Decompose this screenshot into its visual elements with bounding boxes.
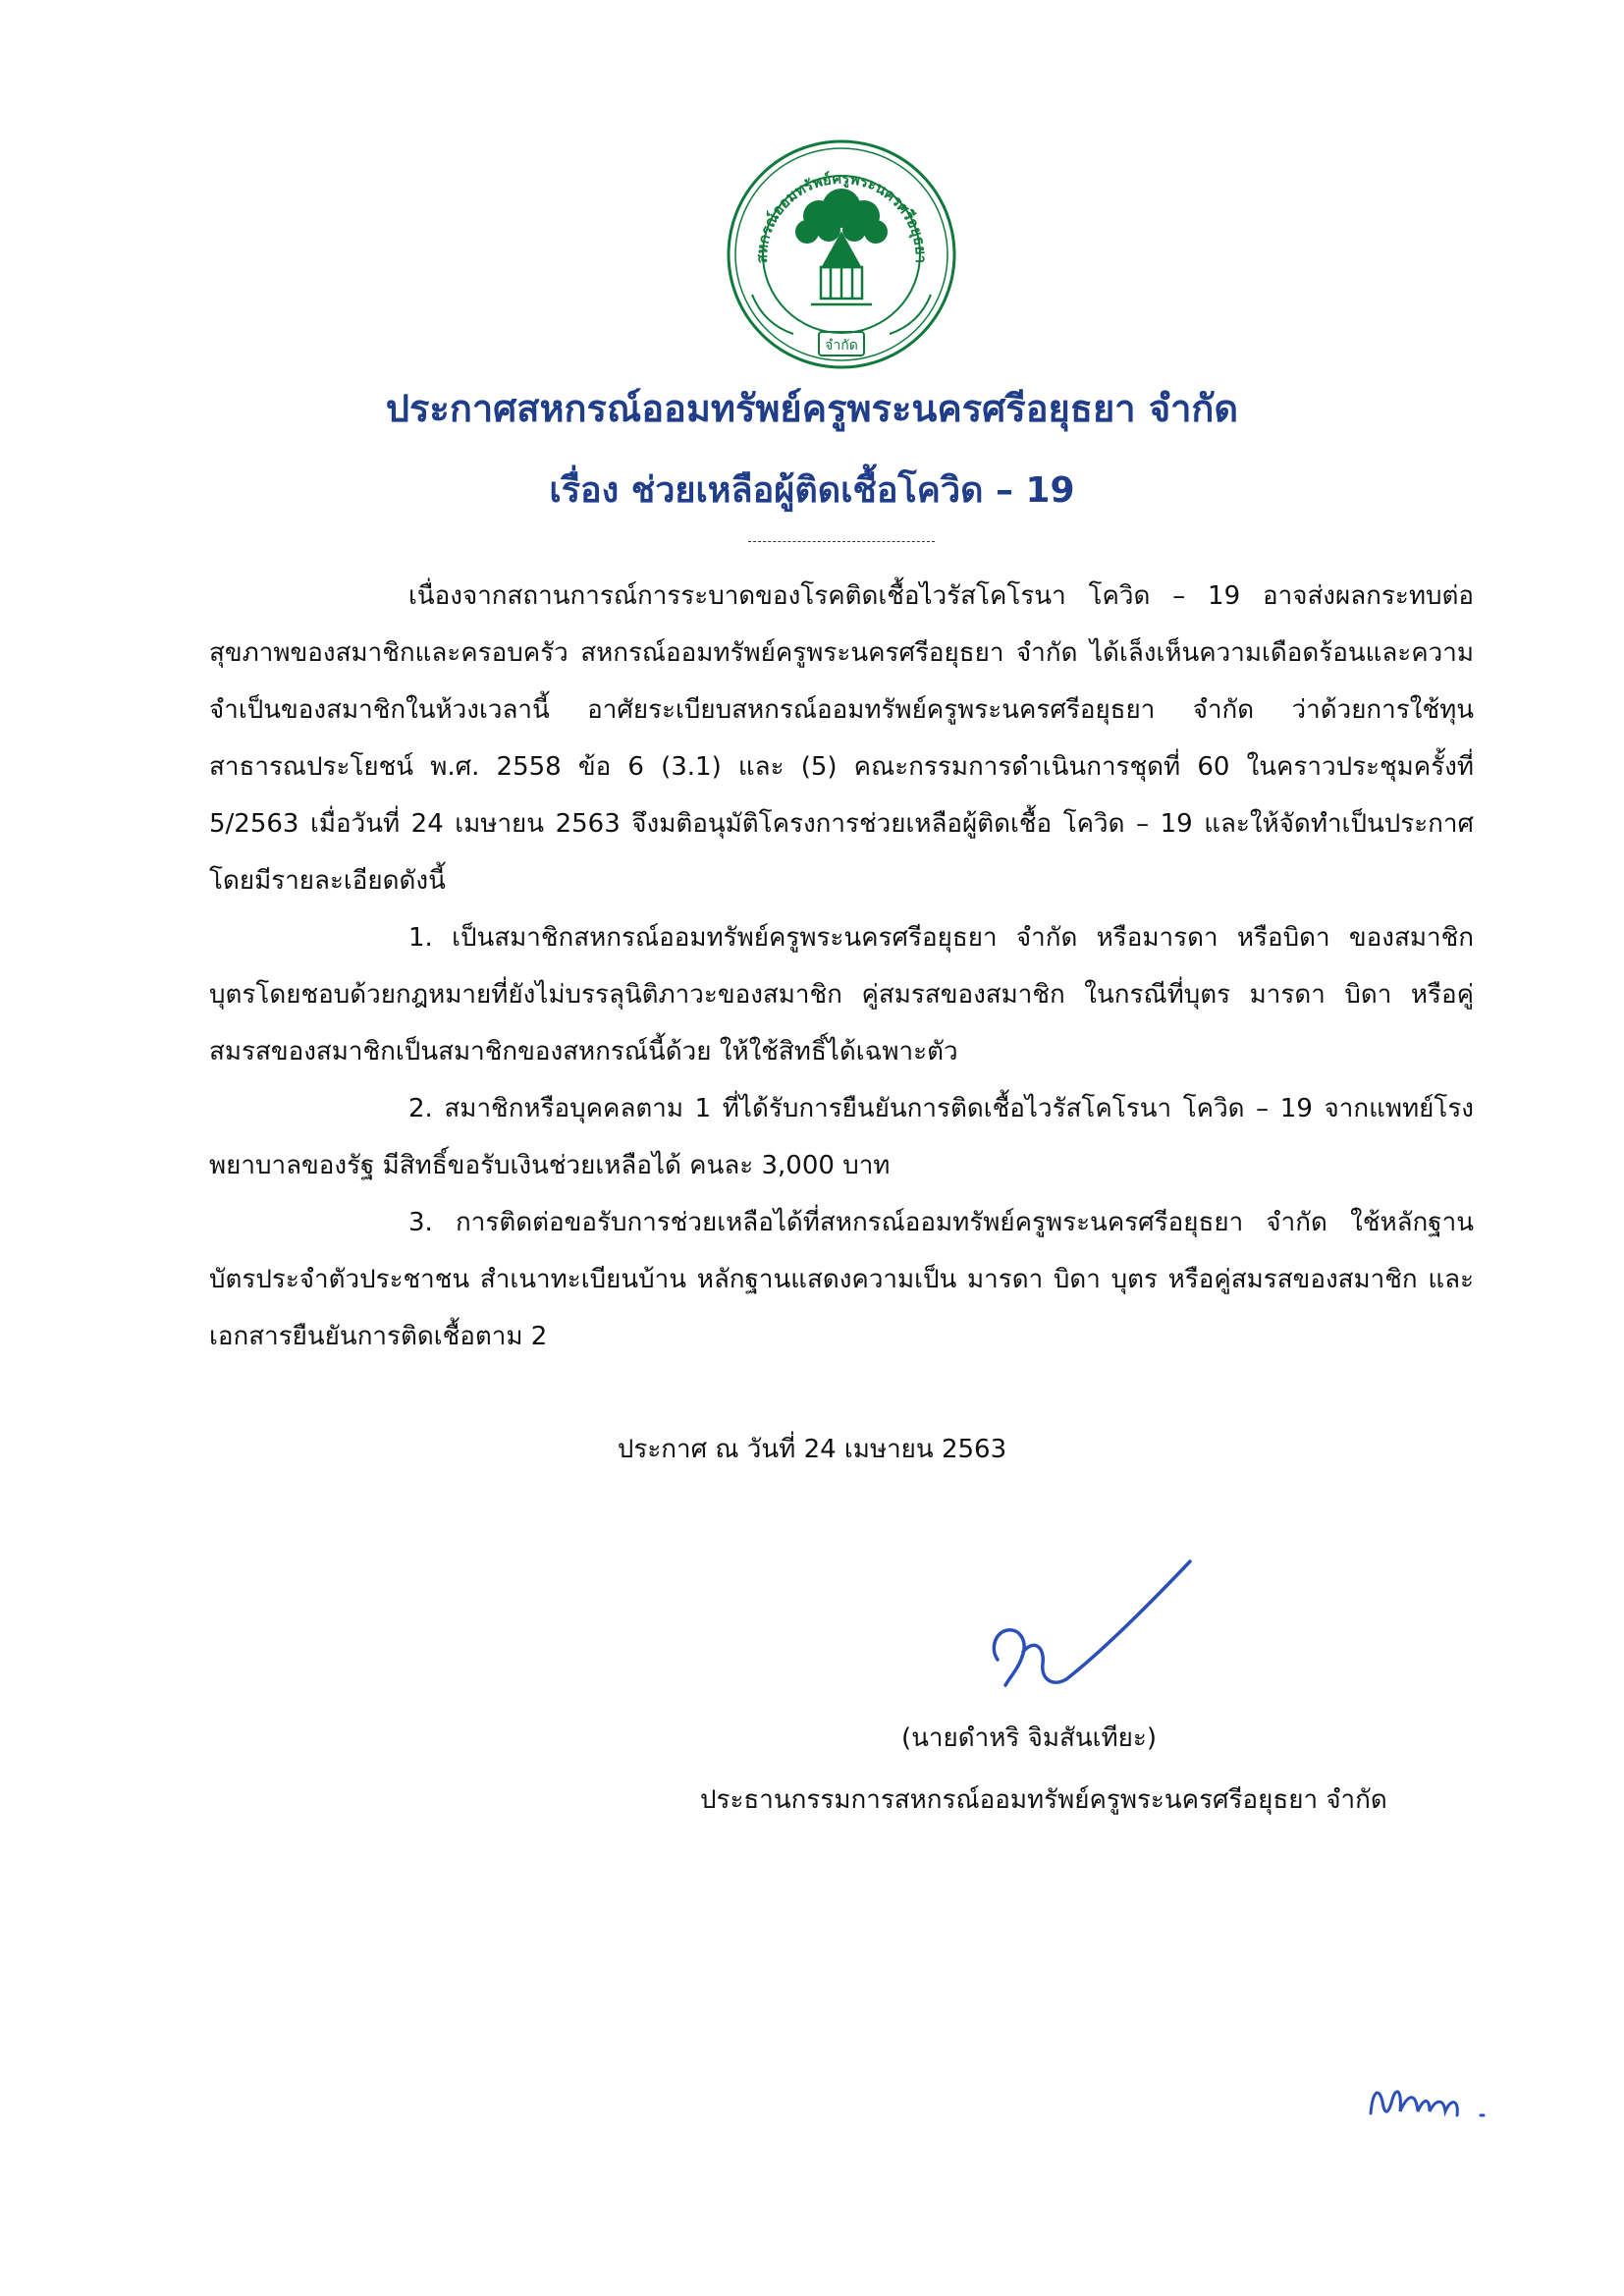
- signer-name: (นายดำหริ จิมสันเทียะ): [901, 1723, 1157, 1753]
- announcement-body: [209, 568, 1474, 1365]
- announcement-date: ประกาศ ณ วันที่ 24 เมษายน 2563: [617, 1435, 1007, 1464]
- list-item: 3. การติดต่อขอรับการช่วยเหลือได้ที่สหกรณ์ออมทรัพย์ครูพระนครศรีอยุธยา จำกัด ใช้หลักฐานบัตรประจำตัวประชาชน สำเนาทะเบียนบ้าน หลักฐานแสดงความเป็น มารดา บิดา บุตร หรือคู่สมรสของสมาชิก และเอกสารยืนยันการติดเชื้อตาม 2: [209, 1208, 1474, 1351]
- signer-position: ประธานกรรมการสหกรณ์ออมทรัพย์ครูพระนครศรีอยุธยา จำกัด: [700, 1785, 1387, 1815]
- list-item: 2. สมาชิกหรือบุคคลตาม 1 ที่ได้รับการยืนยันการติดเชื้อไวรัสโคโรนา โควิด – 19 จากแพทย์โรงพยาบาลของรัฐ มีสิทธิ์ขอรับเงินช่วยเหลือได้ คนละ 3,000 บาท: [209, 1094, 1474, 1180]
- document-title: ประกาศสหกรณ์ออมทรัพย์ครูพระนครศรีอยุธยา จำกัด: [385, 387, 1239, 430]
- title-divider: [748, 541, 935, 542]
- document-subject: เรื่อง ช่วยเหลือผู้ติดเชื้อโควิด – 19: [549, 470, 1075, 511]
- seal-ring-text: สหกรณ์ออมทรัพย์ครูพระนครศรีอยุธยา: [752, 169, 931, 264]
- seal-bottom-text: จำกัด: [825, 338, 858, 354]
- list-item: 1. เป็นสมาชิกสหกรณ์ออมทรัพย์ครูพระนครศรีอยุธยา จำกัด หรือมารดา หรือบิดา ของสมาชิก บุตรโดยชอบด้วยกฎหมายที่ยังไม่บรรลุนิติภาวะของสมาชิก คู่สมรสของสมาชิก ในกรณีที่บุตร มารดา บิดา หรือคู่สมรสของสมาชิกเป็นสมาชิกของสหกรณ์นี้ด้วย ให้ใช้สิทธิ์ได้เฉพาะตัว: [209, 923, 1474, 1066]
- intro-paragraph: เนื่องจากสถานการณ์การระบาดของโรคติดเชื้อไวรัสโคโรนา โควิด – 19 อาจส่งผลกระทบต่อสุขภาพของสมาชิกและครอบครัว สหกรณ์ออมทรัพย์ครูพระนครศรีอยุธยา จำกัด ได้เล็งเห็นความเดือดร้อนและความจำเป็นของสมาชิกในห้วงเวลานี้ อาศัยระเบียบสหกรณ์ออมทรัพย์ครูพระนครศรีอยุธยา จำกัด ว่าด้วยการใช้ทุนสาธารณประโยชน์ พ.ศ. 2558 ข้อ 6 (3.1) และ (5) คณะกรรมการดำเนินการชุดที่ 60 ในคราวประชุมครั้งที่ 5/2563 เมื่อวันที่ 24 เมษายน 2563 จึงมติอนุมัติโครงการช่วยเหลือผู้ติดเชื้อ โควิด – 19 และให้จัดทำเป็นประกาศโดยมีรายละเอียดดังนี้: [209, 581, 1474, 896]
- handwritten-signature: [984, 1554, 1212, 1721]
- handwritten-initials: [1365, 2072, 1502, 2131]
- cooperative-seal-logo: [725, 137, 958, 371]
